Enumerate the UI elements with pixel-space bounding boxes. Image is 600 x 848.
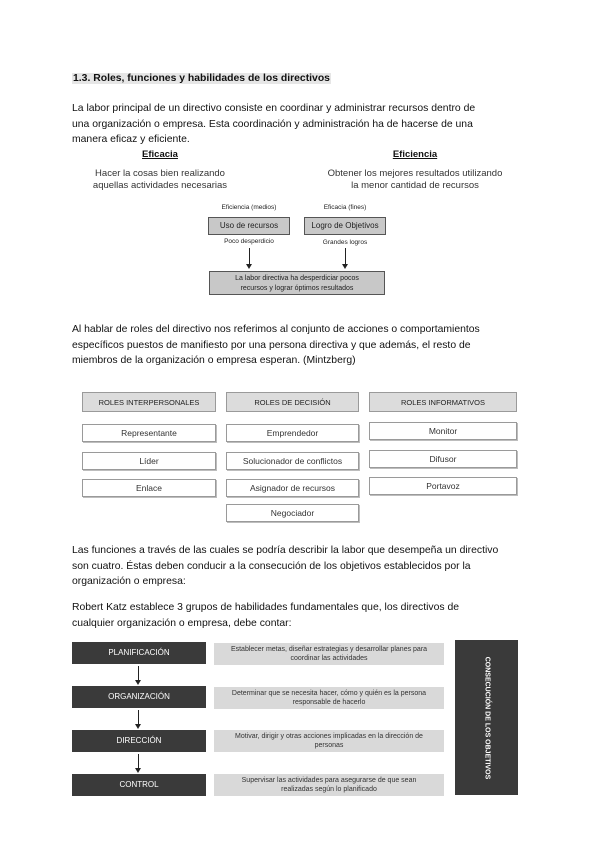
role-enlace: Enlace: [82, 479, 216, 497]
desc-line: Determinar que se necesita hacer, cómo y quién es la persona: [231, 690, 427, 697]
organizacion-box: ORGANIZACIÓN: [72, 686, 206, 708]
arrow-down-icon: [342, 264, 348, 269]
role-monitor: Monitor: [369, 422, 517, 440]
role-difusor: Difusor: [369, 450, 517, 468]
role-lider: Líder: [82, 452, 216, 470]
arrow-down-icon: [135, 680, 141, 685]
roles-line: específicos puestos de manifiesto por una persona directiva y que además, el resto de: [72, 339, 471, 351]
control-description: [214, 774, 444, 796]
role-solucionador: Solucionador de conflictos: [226, 452, 359, 470]
desc-line: Motivar, dirigir y otras acciones implicadas en la dirección de: [235, 733, 423, 740]
role-portavoz: Portavoz: [369, 477, 517, 495]
grandes-logros-label: Grandes logros: [322, 239, 368, 246]
intro-line: La labor principal de un directivo consiste en coordinar y administrar recursos dentro de: [72, 103, 476, 114]
planificacion-box: PLANIFICACIÓN: [72, 642, 206, 664]
roles-line: Al hablar de roles del directivo nos referimos al conjunto de acciones o comportamientos: [72, 324, 480, 335]
arrow-down-icon: [135, 724, 141, 729]
eficacia-desc-line: Hacer la cosas bien realizando: [95, 168, 225, 179]
eficiencia-desc-line: Obtener los mejores resultados utilizando: [327, 168, 503, 179]
roles-decision-header: ROLES DE DECISIÓN: [226, 392, 359, 412]
objectives-label: CONSECUCIÓN DE LOS OBJETIVOS: [483, 656, 490, 779]
direccion-description: [214, 730, 444, 752]
roles-interpersonales-header: ROLES INTERPERSONALES: [82, 392, 216, 412]
eficacia-desc-line: aquellas actividades necesarias: [92, 179, 228, 191]
direccion-box: DIRECCIÓN: [72, 730, 206, 752]
intro-paragraph: [72, 101, 542, 148]
desc-line: Establecer metas, diseñar estrategias y desarrollar planes para: [230, 646, 428, 653]
intro-line: una organización o empresa. Esta coordinación y administración ha de hacerse de una: [72, 118, 473, 130]
roles-paragraph: [72, 322, 542, 369]
eficacia-fines-caption: Eficacia (fines): [323, 204, 367, 211]
arrow-left-shaft: [249, 248, 250, 265]
arrow-right-shaft: [345, 248, 346, 265]
planificacion-description: [214, 643, 444, 665]
desc-line: coordinar las actividades: [290, 655, 368, 662]
role-representante: Representante: [82, 424, 216, 442]
section-heading: 1.3. Roles, funciones y habilidades de los directivos: [73, 73, 330, 84]
functions-line: son cuatro. Éstas deben conducir a la consecución de los objetivos establecidos por la: [72, 560, 471, 572]
desc-line: Supervisar las actividades para asegurarse de que sean: [241, 777, 417, 784]
eficiencia-description: [305, 168, 525, 191]
eficiencia-title: Eficiencia: [392, 149, 438, 160]
arrow-down-icon: [246, 264, 252, 269]
roles-informativos-header: ROLES INFORMATIVOS: [369, 392, 517, 412]
eficiencia-desc-line: la menor cantidad de recursos: [351, 179, 479, 191]
katz-paragraph: [72, 600, 542, 631]
desc-line: personas: [314, 742, 344, 749]
role-negociador: Negociador: [226, 504, 359, 522]
functions-line: Las funciones a través de las cuales se podría describir la labor que desempeña un directivo: [72, 545, 499, 556]
functions-paragraph: [72, 543, 542, 590]
intro-line: manera eficaz y eficiente.: [72, 134, 190, 145]
roles-line: miembros de la organización o empresa esperan. (Mintzberg): [72, 355, 356, 366]
eficiencia-medios-caption: Eficiencia (medios): [221, 204, 277, 211]
objectives-side-bar: [455, 640, 518, 795]
desc-line: realizadas según lo planificado: [281, 786, 377, 793]
eficacia-description: [75, 168, 245, 191]
result-box: [209, 271, 385, 295]
result-line: recursos y lograr óptimos resultados: [240, 285, 354, 292]
eficacia-title: Eficacia: [142, 149, 178, 160]
functions-line: organización o empresa:: [72, 576, 186, 587]
katz-line: cualquier organización o empresa, debe contar:: [72, 617, 292, 629]
role-emprendedor: Emprendedor: [226, 424, 359, 442]
result-line: La labor directiva ha desperdiciar pocos: [235, 275, 359, 282]
uso-de-recursos-box: Uso de recursos: [208, 217, 290, 235]
poco-desperdicio-label: Poco desperdicio: [224, 238, 274, 245]
control-box: CONTROL: [72, 774, 206, 796]
role-asignador: Asignador de recursos: [226, 479, 359, 497]
katz-line: Robert Katz establece 3 grupos de habilidades fundamentales que, los directivos de: [72, 602, 460, 613]
organizacion-description: [214, 687, 444, 709]
logro-de-objetivos-box: Logro de Objetivos: [304, 217, 386, 235]
desc-line: responsable de hacerlo: [292, 699, 366, 706]
arrow-down-icon: [135, 768, 141, 773]
